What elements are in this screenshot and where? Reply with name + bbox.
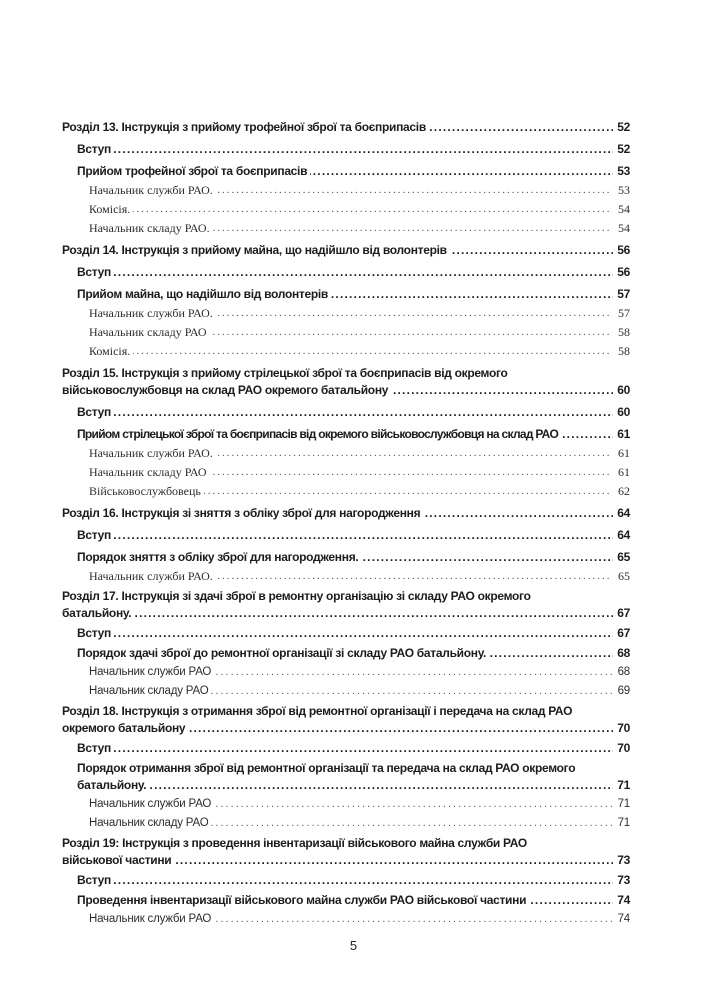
toc-entry [62, 505, 630, 522]
toc-entry-text: Начальник служби РАО. [89, 446, 216, 460]
toc-entry-text: військовослужбовця на склад РАО окремого батальйону [62, 383, 391, 397]
toc-entry-page: 70 [613, 720, 630, 737]
dot-leader [77, 264, 630, 281]
toc-entry [62, 286, 630, 303]
toc-entry [62, 740, 630, 757]
toc-entry-text: Вступ [77, 405, 114, 419]
toc-entry-text: Начальник служби РАО. [89, 569, 216, 583]
dot-leader [77, 527, 630, 544]
toc-entry-page: 54 [611, 201, 630, 218]
toc-entry-page: 73 [613, 872, 630, 889]
toc-entry [62, 163, 630, 180]
toc-entry-text: окремого батальйону [62, 721, 188, 735]
dot-leader [77, 740, 630, 757]
toc-entry-page: 67 [613, 625, 630, 642]
toc-entry [62, 703, 630, 737]
toc-section-17 [62, 588, 630, 700]
toc-section-15 [62, 365, 630, 500]
toc-entry-text: Розділ 14. Інструкція з прийому майна, що надійшло від волонтерів [62, 243, 450, 257]
toc-entry-page: 52 [613, 141, 630, 158]
toc-entry [62, 549, 630, 566]
toc-entry [62, 892, 630, 909]
toc-entry [62, 119, 630, 136]
toc-entry-page: 53 [611, 182, 630, 199]
toc-entry-page: 68 [613, 645, 630, 662]
toc-entry-page: 61 [613, 426, 630, 443]
toc-entry-text: Вступ [77, 528, 114, 542]
toc-entry [62, 404, 630, 421]
toc-entry [62, 664, 630, 681]
toc-entry-page: 64 [613, 505, 630, 522]
toc-entry-page: 74 [613, 892, 630, 909]
toc-entry-page: 56 [613, 264, 630, 281]
toc-entry-page: 62 [611, 483, 630, 500]
dot-leader [77, 404, 630, 421]
page-number: 5 [349, 938, 358, 953]
toc-entry-page: 71 [614, 796, 630, 813]
toc-entry [62, 464, 630, 481]
toc-section-14 [62, 242, 630, 360]
toc-entry-page: 70 [613, 740, 630, 757]
toc-entry-text: Начальник служби РАО. [89, 306, 216, 320]
toc-entry [62, 365, 630, 399]
toc-entry-text: Вступ [77, 626, 114, 640]
toc-entry-text: Порядок отримання зброї від ремонтної організації та передача на склад РАО окремого [77, 760, 630, 777]
toc-entry-text: Вступ [77, 142, 114, 156]
toc-entry-page: 58 [611, 324, 630, 341]
toc-entry [62, 242, 630, 259]
toc-entry-text: Начальник складу РАО [89, 465, 210, 479]
toc-entry-page: 65 [611, 568, 630, 585]
toc-section-16 [62, 505, 630, 585]
toc-entry-text: Прийом трофейної зброї та боєприпасів [77, 164, 310, 178]
toc-entry-page: 61 [611, 445, 630, 462]
toc-entry-text: Начальник служби РАО. [89, 183, 216, 197]
toc-entry [62, 760, 630, 794]
table-of-contents [62, 0, 630, 928]
toc-entry-page: 71 [614, 815, 630, 832]
toc-section-19 [62, 835, 630, 928]
toc-entry-page: 57 [613, 286, 630, 303]
toc-entry-page: 73 [613, 852, 630, 869]
toc-entry-text: Начальник служби РАО [89, 798, 214, 810]
toc-entry [62, 588, 630, 622]
toc-entry-text: Розділ 15. Інструкція з прийому стрілецької зброї та боєприпасів від окремого [62, 365, 630, 382]
toc-entry-text: Розділ 19: Інструкція з проведення інвентаризації військового майна служби РАО [62, 835, 630, 852]
dot-leader [77, 625, 630, 642]
toc-entry [62, 815, 630, 832]
toc-entry [62, 683, 630, 700]
toc-entry-page: 68 [614, 664, 630, 681]
toc-entry-page: 54 [611, 220, 630, 237]
toc-entry-page: 60 [613, 404, 630, 421]
toc-entry-text: Порядок здачі зброї до ремонтної організації зі складу РАО батальйону. [77, 646, 489, 660]
dot-leader [89, 201, 630, 218]
toc-entry-text: Розділ 13. Інструкція з прийому трофейної зброї та боєприпасів [62, 120, 429, 134]
toc-entry-text: батальйону. [62, 606, 134, 620]
toc-entry [62, 343, 630, 360]
toc-entry [62, 527, 630, 544]
toc-entry-text: Начальник служби РАО [89, 666, 214, 678]
toc-entry [62, 625, 630, 642]
toc-entry [62, 264, 630, 281]
toc-entry-page: 57 [611, 305, 630, 322]
toc-entry-text: Начальник складу РАО. [89, 221, 213, 235]
toc-entry-text: Порядок зняття з обліку зброї для нагородження. [77, 550, 361, 564]
toc-entry [62, 835, 630, 869]
toc-entry-page: 71 [613, 777, 630, 794]
toc-entry [62, 645, 630, 662]
toc-entry [62, 201, 630, 218]
toc-entry-text: Розділ 18. Інструкція з отримання зброї від ремонтної організації і передача на склад РАО [62, 703, 630, 720]
toc-entry-text: Прийом майна, що надійшло від волонтерів [77, 287, 331, 301]
toc-entry [62, 182, 630, 199]
toc-entry-text: Комісія. [89, 344, 133, 358]
toc-entry [62, 141, 630, 158]
toc-entry-text: Комісія. [89, 202, 133, 216]
dot-leader [77, 872, 630, 889]
toc-entry [62, 426, 630, 443]
toc-entry-text: Військовослужбовець [89, 484, 204, 498]
toc-entry-text: Вступ [77, 873, 114, 887]
toc-entry-page: 61 [611, 464, 630, 481]
toc-entry-page: 69 [614, 683, 630, 700]
dot-leader [77, 141, 630, 158]
toc-entry-text: Начальник складу РАО [89, 685, 211, 697]
toc-section-18 [62, 703, 630, 832]
toc-entry-text: Розділ 17. Інструкція зі здачі зброї в ремонтну організацію зі складу РАО окремого [62, 588, 630, 605]
toc-entry-text: Начальник складу РАО [89, 325, 210, 339]
toc-entry-text: військової частини [62, 853, 174, 867]
toc-entry [62, 568, 630, 585]
toc-entry-text: Розділ 16. Інструкція зі зняття з обліку зброї для нагородження [62, 506, 423, 520]
toc-entry [62, 220, 630, 237]
toc-entry-text: Начальник складу РАО [89, 817, 211, 829]
toc-entry-text: Вступ [77, 741, 114, 755]
toc-entry-page: 67 [613, 605, 630, 622]
toc-entry-page: 64 [613, 527, 630, 544]
dot-leader [77, 777, 630, 794]
dot-leader [89, 343, 630, 360]
toc-entry-text: Прийом стрілецької зброї та боєприпасів від окремого військовослужбовця на склад РАО [77, 427, 561, 441]
toc-entry [62, 324, 630, 341]
toc-entry [62, 796, 630, 813]
toc-entry [62, 911, 630, 928]
toc-entry-page: 74 [614, 911, 630, 928]
toc-entry-text: Проведення інвентаризації військового майна служби РАО військової частини [77, 893, 529, 907]
toc-section-13 [62, 119, 630, 237]
toc-entry-page: 53 [613, 163, 630, 180]
toc-entry-text: Вступ [77, 265, 114, 279]
toc-entry [62, 483, 630, 500]
toc-entry [62, 445, 630, 462]
toc-entry [62, 872, 630, 889]
toc-entry-text: Начальник служби РАО [89, 913, 214, 925]
dot-leader [62, 605, 630, 622]
toc-entry-text: батальйону. [77, 778, 149, 792]
toc-entry-page: 58 [611, 343, 630, 360]
toc-entry-page: 65 [613, 549, 630, 566]
toc-entry-page: 60 [613, 382, 630, 399]
toc-entry [62, 305, 630, 322]
toc-entry-page: 56 [613, 242, 630, 259]
toc-entry-page: 52 [613, 119, 630, 136]
